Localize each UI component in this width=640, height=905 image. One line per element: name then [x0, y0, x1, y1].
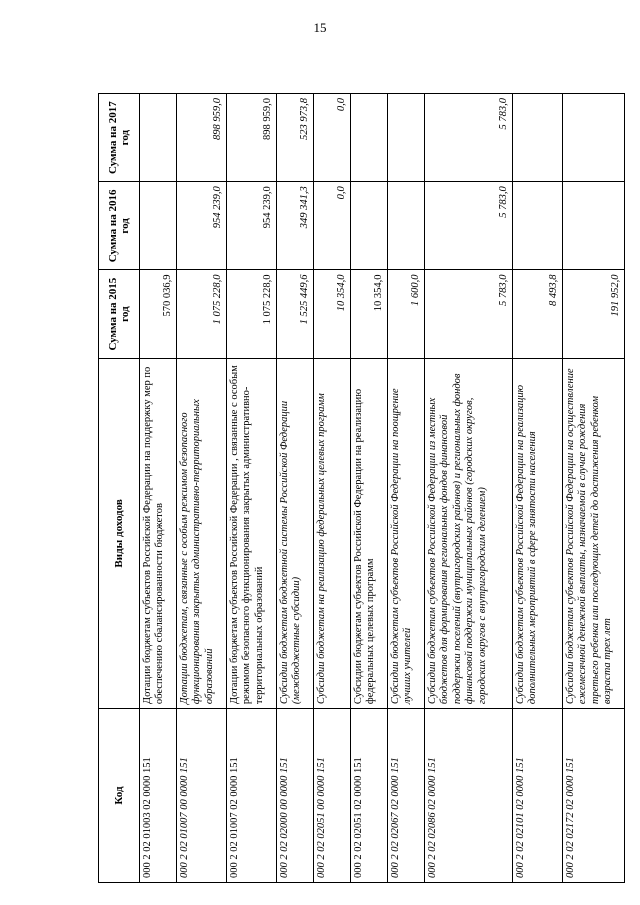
- row-2016: [563, 182, 625, 270]
- row-2016: 954 239,0: [177, 182, 227, 270]
- row-code: 000 2 02 02051 02 0000 151: [351, 709, 388, 883]
- row-code: 000 2 02 02101 02 0000 151: [513, 709, 563, 883]
- row-2015: 1 075 228,0: [177, 270, 227, 358]
- row-code: 000 2 02 01007 02 0000 151: [227, 709, 277, 883]
- rotated-table-container: [98, 93, 621, 883]
- row-2015: 1 525 449,6: [277, 270, 314, 358]
- header-2016: Сумма на 2016 год: [99, 182, 140, 270]
- row-2016: 349 341,3: [277, 182, 314, 270]
- row-2015: 191 952,0: [563, 270, 625, 358]
- header-type: Виды доходов: [99, 358, 140, 708]
- row-2017: [140, 94, 177, 182]
- row-2017: [388, 94, 425, 182]
- table-row: [388, 94, 425, 883]
- row-2016: [388, 182, 425, 270]
- table-row: [513, 94, 563, 883]
- table-row: [277, 94, 314, 883]
- header-code: Код: [99, 709, 140, 883]
- row-2017: [351, 94, 388, 182]
- row-2016: 0,0: [314, 182, 351, 270]
- row-code: 000 2 02 02051 00 0000 151: [314, 709, 351, 883]
- row-name: Субсидии бюджетам субъектов Российской Федерации на поощрение лучших учителей: [388, 358, 425, 708]
- row-code: 000 2 02 01003 02 0000 151: [140, 709, 177, 883]
- table-row: [563, 94, 625, 883]
- row-2016: [140, 182, 177, 270]
- row-2015: 5 783,0: [425, 270, 513, 358]
- row-name: Дотации бюджетам субъектов Российской Федерации на поддержку мер по обеспечению сбалансированности бюджетов: [140, 358, 177, 708]
- row-2017: 5 783,0: [425, 94, 513, 182]
- row-2016: [513, 182, 563, 270]
- page-number: 15: [313, 20, 327, 35]
- row-code: 000 2 02 02086 02 0000 151: [425, 709, 513, 883]
- row-name: Дотации бюджетам, связанные с особым режимом безопасного функционирования закрытых административно-территориальных образований: [177, 358, 227, 708]
- row-name: Субсидии бюджетам субъектов Российской Федерации на осуществление ежемесячной денежной выплаты, назначаемой в случае рождения третьего ребенка или последующих детей до достижения ребенком возраста трех лет: [563, 358, 625, 708]
- row-2016: 5 783,0: [425, 182, 513, 270]
- table-row: [227, 94, 277, 883]
- row-2017: 523 973,8: [277, 94, 314, 182]
- row-name: Субсидии бюджетам субъектов Российской Федерации из местных бюджетов для формирования региональных фондов финансовой поддержки поселений (внутригородских районов) и региональных фондов финансовой поддержки муниципальных районов (городских округов, городских округов с внутригородским делением): [425, 358, 513, 708]
- row-2015: 1 075 228,0: [227, 270, 277, 358]
- table-row: [177, 94, 227, 883]
- row-code: 000 2 02 02000 00 0000 151: [277, 709, 314, 883]
- row-name: Дотации бюджетам субъектов Российской Федерации , связанные с особым режимом безопасного функционирования закрытых административно-территориальных образований: [227, 358, 277, 708]
- row-2016: 954 239,0: [227, 182, 277, 270]
- row-name: Субсидии бюджетам бюджетной системы Российской Федерации (межбюджетные субсидии): [277, 358, 314, 708]
- table-header-row: [99, 94, 140, 883]
- table-row: [351, 94, 388, 883]
- table-row: [140, 94, 177, 883]
- table-row: [314, 94, 351, 883]
- header-2017: Сумма на 2017 год: [99, 94, 140, 182]
- row-code: 000 2 02 02172 02 0000 151: [563, 709, 625, 883]
- row-2017: [563, 94, 625, 182]
- row-code: 000 2 02 02067 02 0000 151: [388, 709, 425, 883]
- row-2015: 1 600,0: [388, 270, 425, 358]
- table-row: [425, 94, 513, 883]
- row-2015: 10 354,0: [351, 270, 388, 358]
- row-name: Субсидии бюджетам субъектов Российской Федерации на реализацию федеральных целевых программ: [351, 358, 388, 708]
- row-2017: 898 959,0: [227, 94, 277, 182]
- row-2015: 570 036,9: [140, 270, 177, 358]
- row-2016: [351, 182, 388, 270]
- header-2015: Сумма на 2015 год: [99, 270, 140, 358]
- row-2017: 898 959,0: [177, 94, 227, 182]
- row-2015: 10 354,0: [314, 270, 351, 358]
- row-code: 000 2 02 01007 00 0000 151: [177, 709, 227, 883]
- row-name: Субсидии бюджетам на реализацию федеральных целевых программ: [314, 358, 351, 708]
- row-name: Субсидии бюджетам субъектов Российской Федерации на реализацию дополнительных мероприятий в сфере занятости населения: [513, 358, 563, 708]
- row-2015: 8 493,8: [513, 270, 563, 358]
- revenue-table: [98, 93, 625, 883]
- row-2017: 0,0: [314, 94, 351, 182]
- row-2017: [513, 94, 563, 182]
